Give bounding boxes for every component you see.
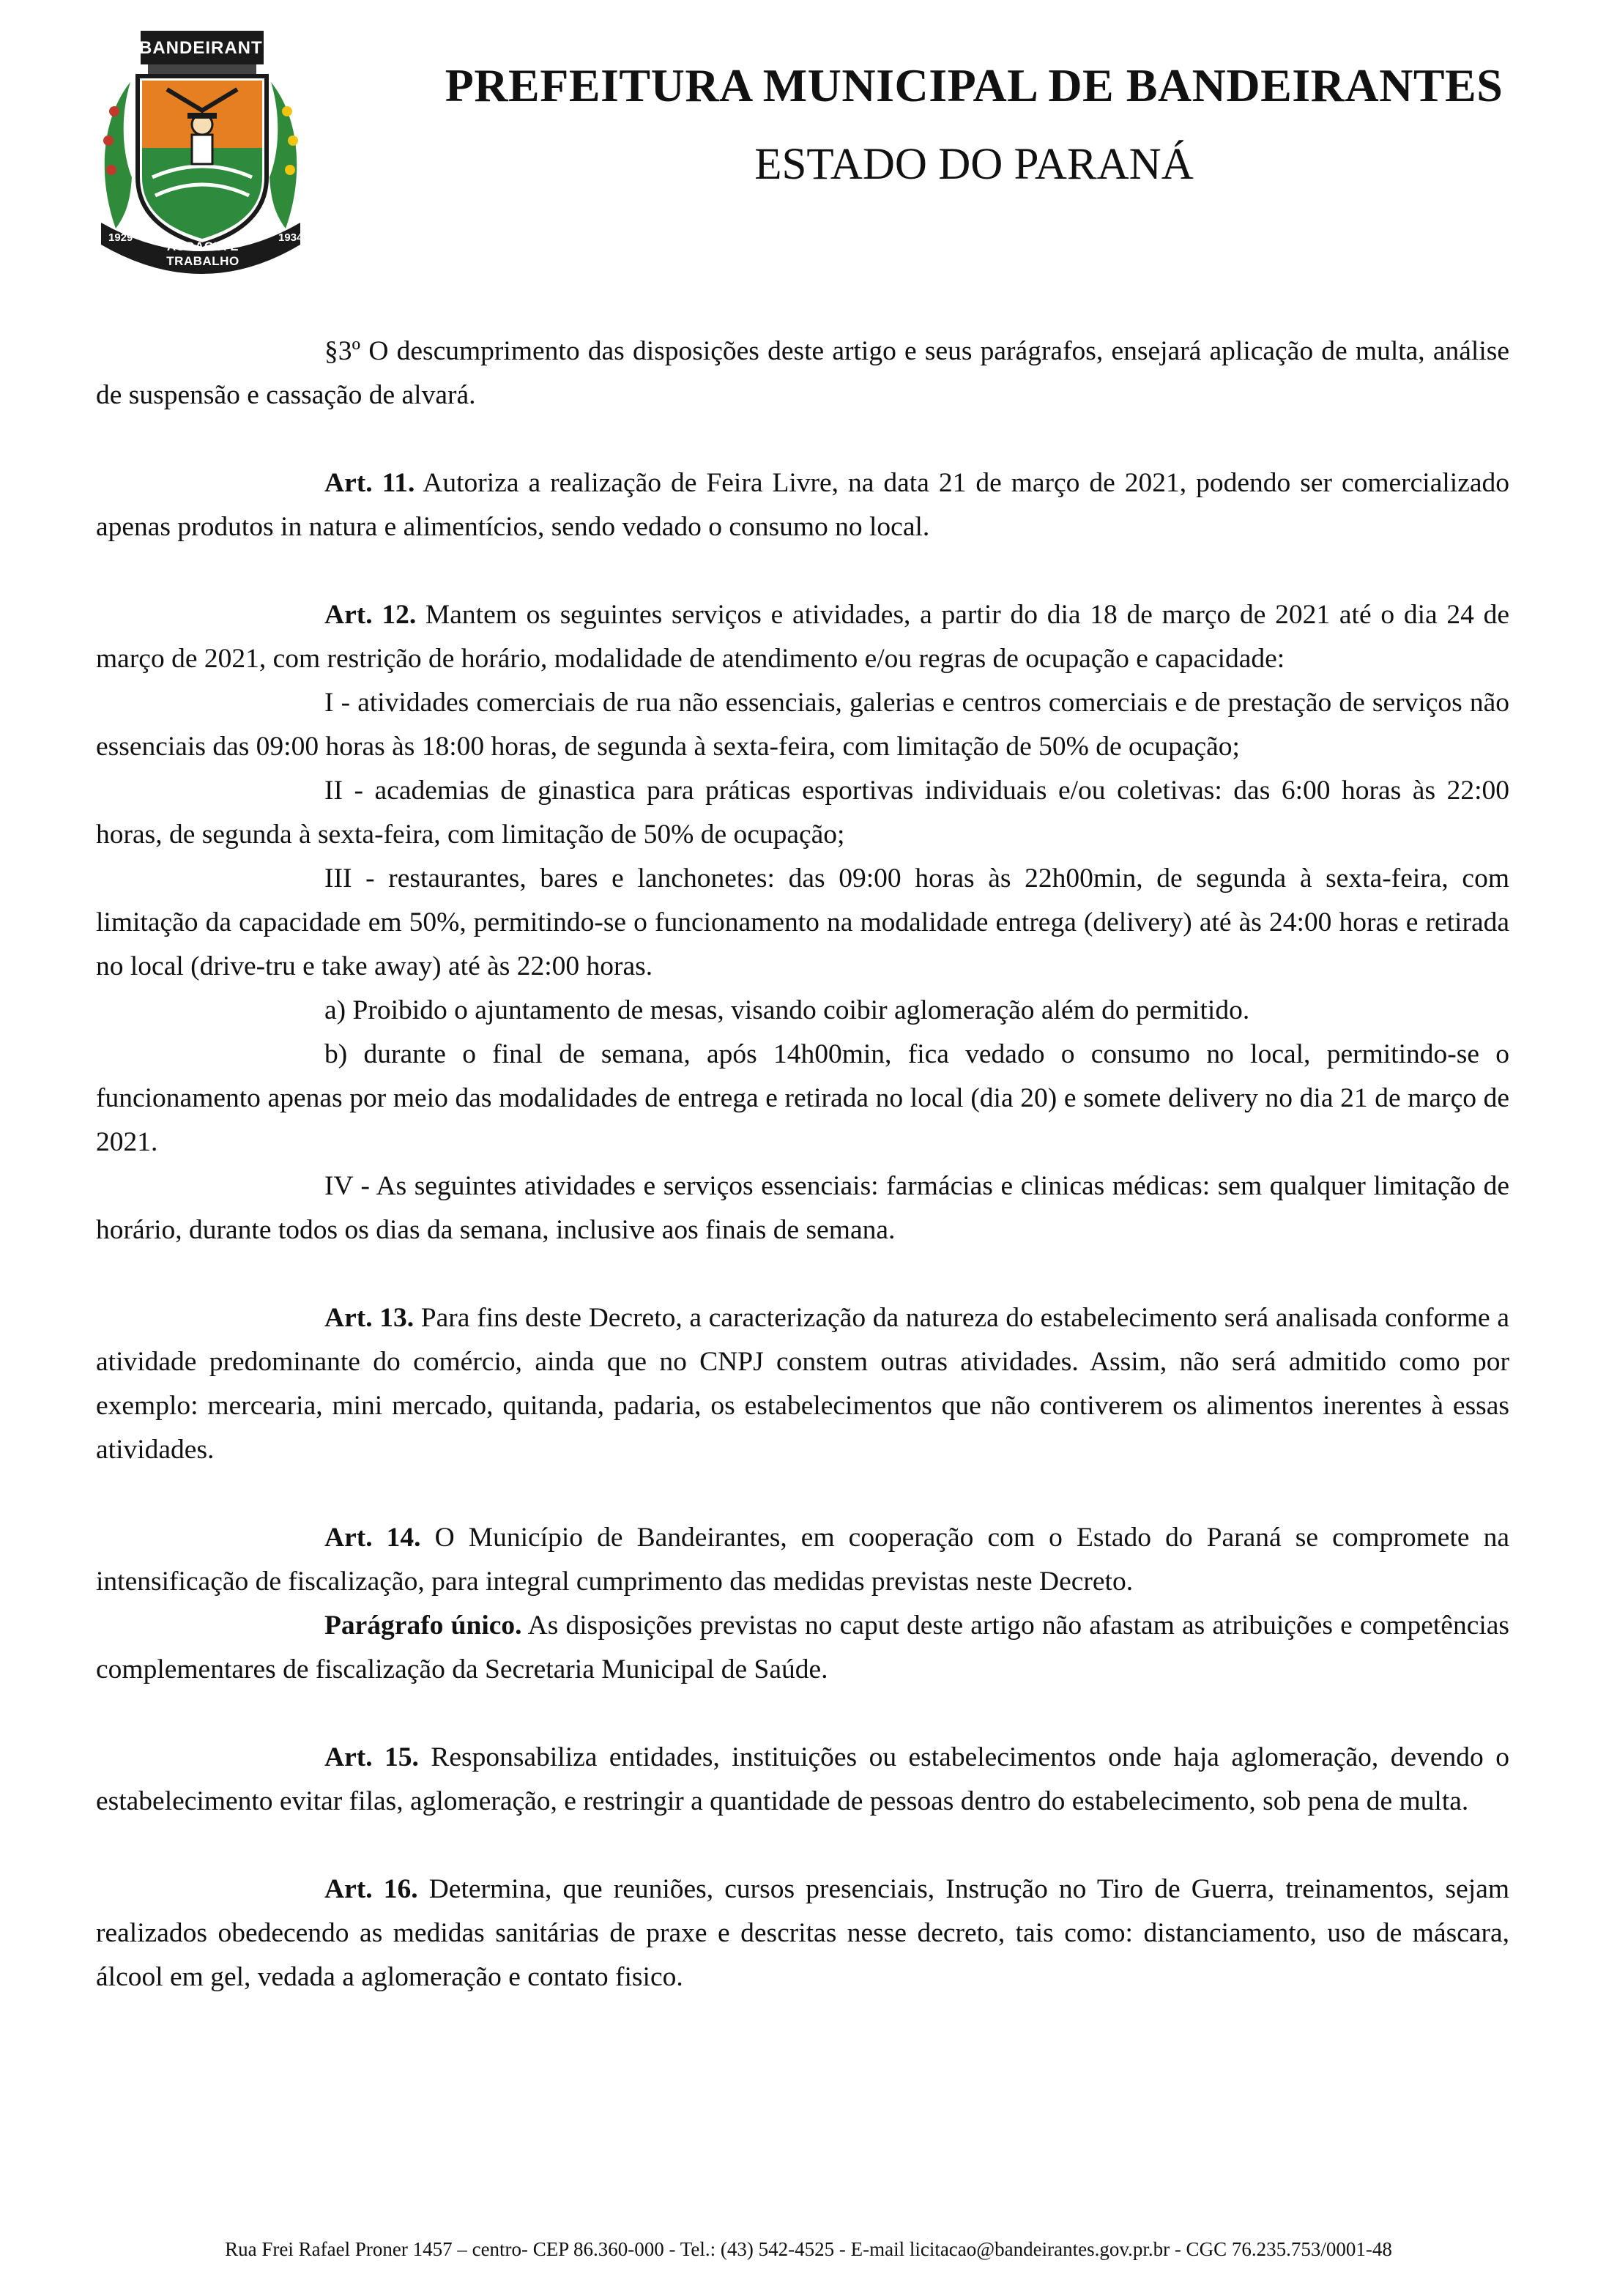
paragraph-3: §3º O descumprimento das disposições deste artigo e seus parágrafos, ensejará aplicação de multa, análise de suspensão e cassação de alvará. [96, 336, 1509, 410]
article-12-item-b: b) durante o final de semana, após 14h00min, fica vedado o consumo no local, permitindo-se o funcionamento apenas por meio das modalidades de entrega e retirada no local (dia 20) e somete delivery no dia 21 de março de 2021. [96, 1039, 1509, 1157]
article-13-text: Para fins deste Decreto, a caracterização da natureza do estabelecimento será analisada conforme a atividade predominante do comércio, ainda que no CNPJ constem outras atividades. Assim, não será admitido como por exemplo: mercearia, mini mercado, quitanda, padaria, os estabelecimentos que não contiverem os alimentos inerentes à essas atividades. [96, 1303, 1509, 1465]
crest-year-left: 1929 [108, 231, 133, 244]
article-11 [96, 461, 1509, 549]
article-14-sole-paragraph [96, 1604, 1509, 1692]
article-16-label: Art. 16. [324, 1874, 418, 1904]
crest-motto: AUDÁCIA E TRABALHO [166, 239, 239, 268]
sole-paragraph-text: As disposições previstas no caput deste artigo não afastam as atribuições e competências complementares de fiscalização da Secretaria Municipal de Saúde. [96, 1610, 1509, 1684]
article-15 [96, 1736, 1509, 1824]
article-14-label: Art. 14. [324, 1523, 421, 1553]
page-footer: Rua Frei Rafael Proner 1457 – centro- CEP 86.360-000 - Tel.: (43) 542-4525 - E-mail licitacao@bandeirantes.gov.pr.br - CGC 76.235.753/0001-48 [225, 2238, 1392, 2260]
article-14-text: O Município de Bandeirantes, em cooperação com o Estado do Paraná se compromete na intensificação de fiscalização, para integral cumprimento das medidas previstas neste Decreto. [96, 1523, 1509, 1597]
article-12-item-i: I - atividades comerciais de rua não essenciais, galerias e centros comerciais e de prestação de serviços não essenciais das 09:00 horas às 18:00 horas, de segunda à sexta-feira, com limitação de 50% de ocupação; [96, 688, 1509, 762]
municipal-coat-of-arms [86, 31, 315, 296]
article-16 [96, 1868, 1509, 1999]
article-16-text: Determina, que reuniões, cursos presenciais, Instrução no Tiro de Guerra, treinamentos, sejam realizados obedecendo as medidas sanitárias de praxe e descritas nesse decreto, tais como: distanciamento, uso de máscara, álcool em gel, vedada a aglomeração e contato fisico. [96, 1874, 1510, 1992]
sole-paragraph-label: Parágrafo único. [324, 1610, 522, 1641]
article-12-item-iv: IV - As seguintes atividades e serviços essenciais: farmácias e clinicas médicas: sem qualquer limitação de horário, durante todos os dias da semana, inclusive aos finais de semana. [96, 1171, 1509, 1245]
article-12-item-a: a) Proibido o ajuntamento de mesas, visando coibir aglomeração além do permitido. [324, 995, 1250, 1025]
article-11-label: Art. 11. [324, 468, 415, 498]
page-title: PREFEITURA MUNICIPAL DE BANDEIRANTES [445, 59, 1503, 111]
crest-banner-text: BANDEIRANTES [139, 38, 288, 58]
article-13 [96, 1296, 1509, 1472]
article-15-text: Responsabiliza entidades, instituições ou estabelecimentos onde haja aglomeração, devendo o estabelecimento evitar filas, aglomeração, e restringir a quantidade de pessoas dentro do estabelecimento, sob pena de multa. [96, 1742, 1509, 1816]
document-body [96, 330, 1509, 1999]
article-13-label: Art. 13. [324, 1303, 415, 1333]
article-12-label: Art. 12. [324, 600, 417, 630]
article-12-text: Mantem os seguintes serviços e atividades, a partir do dia 18 de março de 2021 até o dia 24 de março de 2021, com restrição de horário, modalidade de atendimento e/ou regras de ocupação e capacidade: [96, 600, 1509, 674]
article-11-text: Autoriza a realização de Feira Livre, na data 21 de março de 2021, podendo ser comercializado apenas produtos in natura e alimentícios, sendo vedado o consumo no local. [96, 468, 1509, 542]
page-subtitle: ESTADO DO PARANÁ [754, 140, 1194, 189]
article-12-item-ii: II - academias de ginastica para práticas esportivas individuais e/ou coletivas: das 6:00 horas às 22:00 horas, de segunda à sexta-feira, com limitação de 50% de ocupação; [96, 776, 1509, 850]
crest-year-right: 1934 [278, 231, 303, 244]
article-15-label: Art. 15. [324, 1742, 419, 1772]
article-14 [96, 1516, 1509, 1604]
article-12 [96, 593, 1509, 681]
article-12-item-iii: III - restaurantes, bares e lanchonetes: das 09:00 horas às 22h00min, de segunda à sexta-feira, com limitação da capacidade em 50%, permitindo-se o funcionamento na modalidade entrega (delivery) até às 24:00 horas e retirada no local (drive-tru e take away) até às 22:00 horas. [96, 863, 1509, 981]
